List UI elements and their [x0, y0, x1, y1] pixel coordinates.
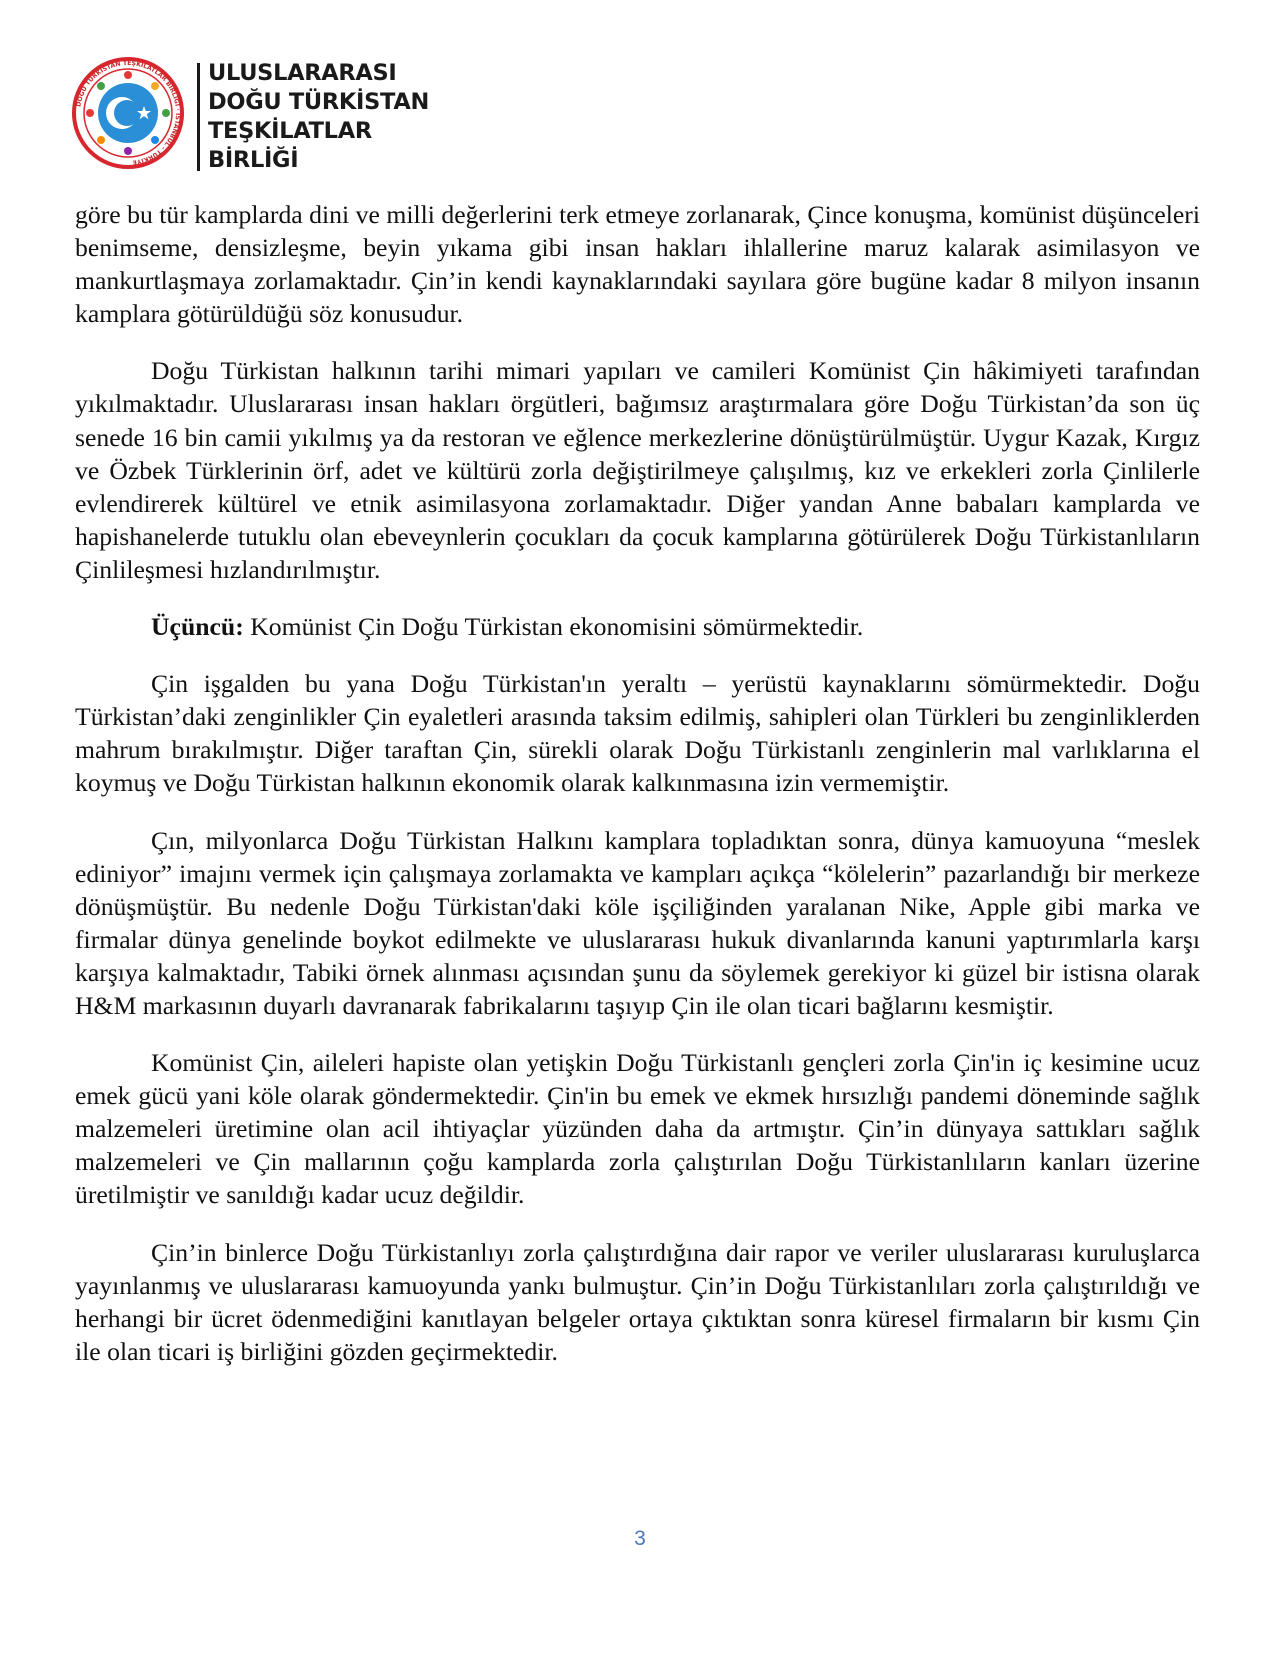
document-body — [75, 198, 1200, 1392]
org-name-line: ULUSLARARASI — [208, 60, 397, 86]
paragraph: Çin işgalden bu yana Doğu Türkistan'ın yeraltı – yerüstü kaynaklarını sömürmektedir. Doğu Türkistan’daki zenginlikler Çin eyaletleri arasında taksim edilmiş, sahipleri olan Türkleri bu zenginliklerden mahrum bırakılmıştır. Diğer taraftan Çin, sürekli olarak Doğu Türkistanlı zenginlerin mal varlıklarına el koymuş ve Doğu Türkistan halkının ekonomik olarak kalkınmasına izin vermemiştir. — [75, 669, 1200, 798]
logo-ring-text: DOĞU TÜRKİSTAN TEŞKİLATLAR BİRLİĞİ · İSTANBUL - TÜRKİYE — [75, 59, 182, 166]
paragraph: Doğu Türkistan halkının tarihi mimari yapıları ve camileri Komünist Çin hâkimiyeti tarafından yıkılmaktadır. Uluslararası insan hakları örgütleri, bağımsız araştırmalara göre Doğu Türkistan’da son üç senede 16 bin camii yıkılmış ya da restoran ve eğlence merkezlerine dönüştürülmüştür. Uygur Kazak, Kırgız ve Özbek Türklerinin örf, adet ve kültürü zorla değiştirilmeye çalışılmış, kız ve erkekleri zorla Çinlilerle evlendirerek kültürel ve etnik asimilasyona zorlamaktadır. Diğer yandan Anne babaları kamplarda ve hapishanelerde tutuklu olan ebeveynlerin çocukları da çocuk kamplarına götürülerek Doğu Türkistanlıların Çinlileşmesi hızlandırılmıştır. — [75, 356, 1200, 584]
org-name-line: TEŞKİLATLAR — [208, 118, 372, 144]
header-divider — [197, 63, 200, 171]
paragraph: Komünist Çin, aileleri hapiste olan yetişkin Doğu Türkistanlı gençleri zorla Çin'in iç kesimine ucuz emek gücü yani köle olarak göndermektedir. Çin'in bu emek ve ekmek hırsızlığı pandemi döneminde sağlık malzemeleri üretimine olan acil ihtiyaçlar yüzünden daha da artmıştır. Çin’in dünyaya sattıkları sağlık malzemeleri ve Çin mallarının çoğu kamplarda zorla çalıştırılan Doğu Türkistanlıların kanları üzerine üretilmiştir ve sanıldığı kadar ucuz değildir. — [75, 1048, 1200, 1210]
section-heading-paragraph — [75, 610, 1200, 643]
page-number: 3 — [634, 1527, 646, 1550]
section-label: Üçüncü: — [151, 612, 244, 642]
paragraph: Çın, milyonlarca Doğu Türkistan Halkını kamplara topladıktan sonra, dünya kamuoyuna “meslek ediniyor” imajını vermek için çalışmaya zorlamakta ve kampları açıkça “kölelerin” pazarlandığı bir merkeze dönüşmüştür. Bu nedenle Doğu Türkistan'daki köle işçiliğinden yaralanan Nike, Apple gibi marka ve firmalar dünya genelinde boykot edilmekte ve uluslararası hukuk divanlarında kanuni yaptırımlarla karşı karşıya kalmaktadır, Tabiki örnek alınması açısından şunu da söylemek gerekiyor ki güzel bir istisna olarak H&M markasının duyarlı davranarak fabrikalarını taşıyıp Çin ile olan ticari bağlarını kesmiştir. — [75, 825, 1200, 1020]
org-name-line: DOĞU TÜRKİSTAN — [208, 89, 429, 115]
organization-name — [208, 59, 429, 175]
org-name-line: BİRLİĞİ — [208, 147, 299, 173]
paragraph: Çin’in binlerce Doğu Türkistanlıyı zorla çalıştırdığına dair rapor ve veriler uluslararası kuruluşlarca yayınlanmış ve uluslararası kamuoyunda yankı bulmuştur. Çin’in Doğu Türkistanlıları zorla çalıştırıldığı ve herhangi bir ücret ödenmediğini kanıtlayan belgeler ortaya çıktıktan sonra küresel firmaların bir kısmı Çin ile olan ticari iş birliğini gözden geçirmektedir. — [75, 1237, 1200, 1366]
organization-logo — [72, 57, 184, 169]
paragraph: göre bu tür kamplarda dini ve milli değerlerini terk etmeye zorlanarak, Çince konuşma, komünist düşünceleri benimseme, densizleşme, beyin yıkama gibi insan hakları ihlallerine maruz kalarak asimilasyon ve mankurtlaşmaya zorlamaktadır. Çin’in kendi kaynaklarındaki sayılara göre bugüne kadar 8 milyon insanın kamplara götürüldüğü söz konusudur. — [75, 200, 1200, 329]
section-heading-text: Komünist Çin Doğu Türkistan ekonomisini sömürmektedir. — [243, 612, 864, 642]
document-header — [72, 55, 532, 175]
